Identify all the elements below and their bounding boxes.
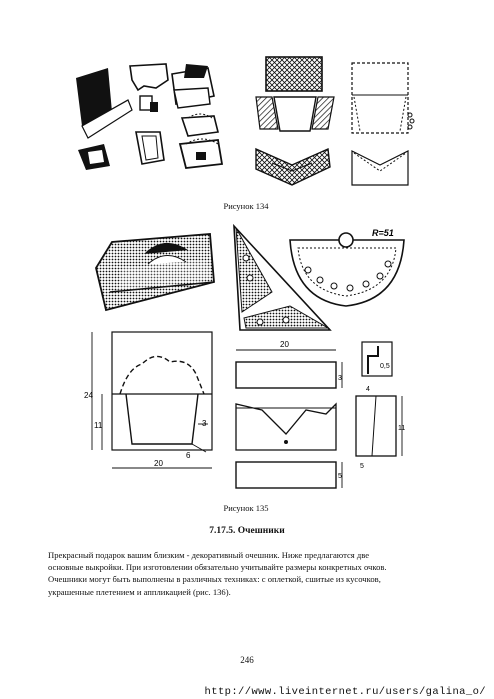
dim-24: 24 [84, 391, 93, 400]
page-number: 246 [240, 655, 254, 665]
dim-5-bottom: 5 [338, 473, 342, 480]
figure-135-purse-sketch [90, 228, 222, 318]
paragraph-line: Прекрасный подарок вашим близким - декоративный очешник. Ниже предлагаются две [48, 550, 370, 560]
dim-4: 4 [366, 386, 370, 393]
dim-20-left: 20 [154, 459, 163, 468]
dim-05: 0,5 [380, 363, 390, 370]
body-paragraph [48, 549, 458, 598]
section-heading: 7.17.5. Очешники [209, 526, 285, 536]
radius-label: R=51 [372, 228, 394, 238]
dim-3-right: 3 [338, 375, 342, 382]
figure-135-pattern-right [226, 338, 412, 490]
dim-3-left: 3 [202, 419, 207, 428]
dim-20-right: 20 [280, 340, 289, 349]
footer-url[interactable]: http://www.liveinternet.ru/users/galina_o/ [204, 686, 486, 698]
dim-11-right: 11 [398, 425, 406, 432]
figure-135-pattern-left [84, 328, 224, 486]
paragraph-line: украшенные плетением и аппликацией (рис. 136). [48, 586, 231, 597]
dim-6: 6 [186, 451, 191, 460]
figure-134-patterns-right [252, 55, 424, 195]
dim-11-left: 11 [94, 421, 103, 430]
figure-134-caption: Рисунок 134 [223, 201, 269, 211]
paragraph-line: основные выкройки. При изготовлении обязательно учитывайте размеры конкретных очков. [48, 562, 387, 573]
figure-135-caption: Рисунок 135 [223, 503, 269, 513]
dim-5-right: 5 [360, 463, 364, 470]
figure-135-scalloped-collar [284, 226, 410, 310]
figure-134-sketches-left [68, 60, 246, 180]
paragraph-line: Очешники могут быть выполнены в различных техниках: с оплеткой, сшитые из кусочков, [48, 574, 381, 585]
